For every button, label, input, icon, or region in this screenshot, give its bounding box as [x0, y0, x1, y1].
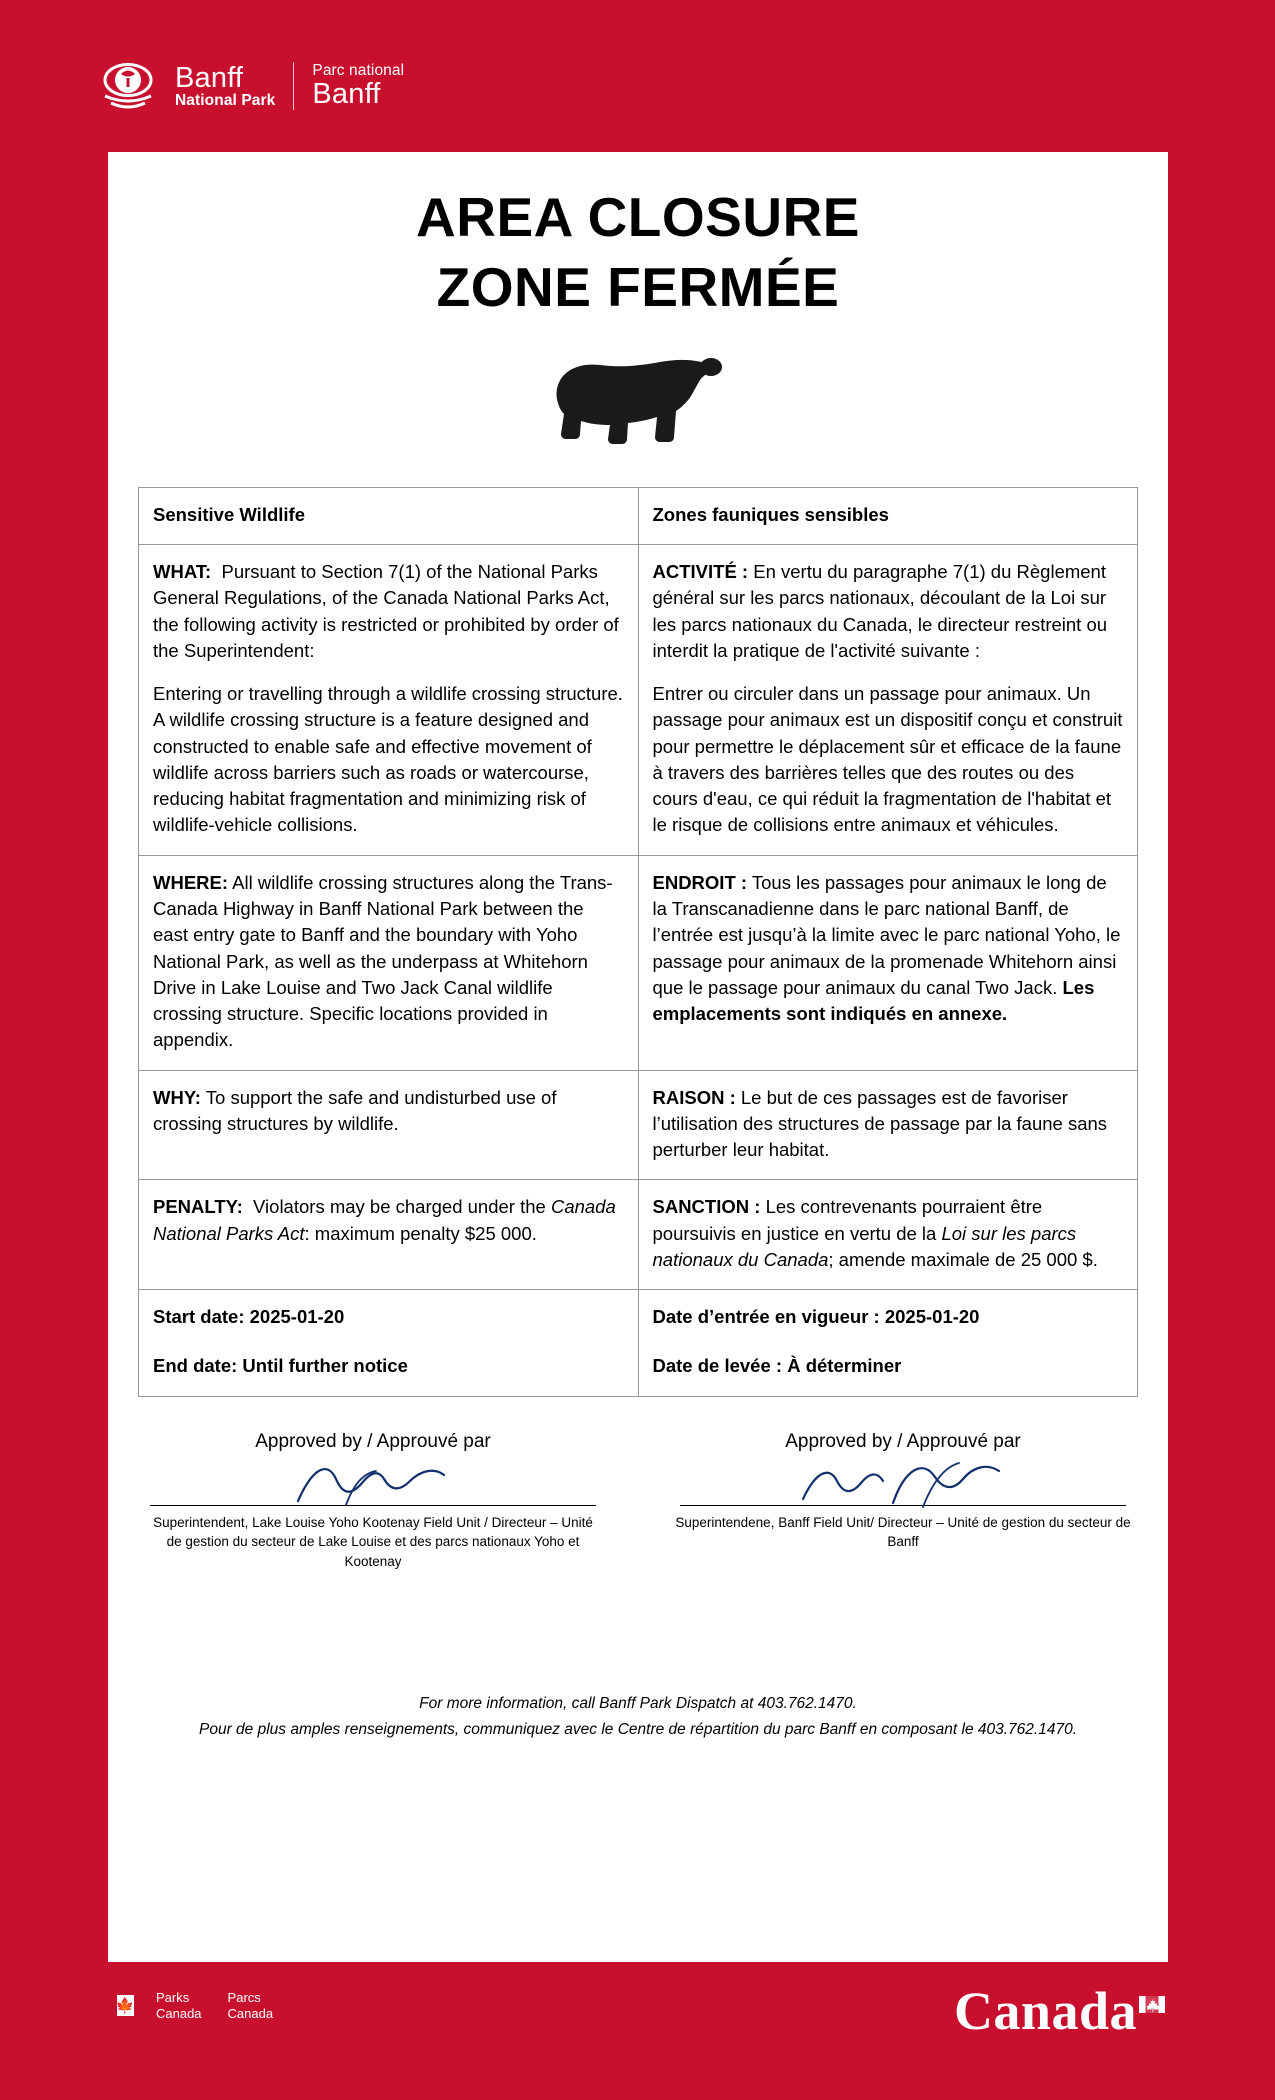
what-fr-cell — [638, 545, 1138, 856]
penalty-en-cell — [139, 1180, 639, 1290]
penalty-fr-p1 — [653, 1194, 1124, 1273]
notice-sheet — [108, 152, 1168, 1962]
table-row-dates — [139, 1290, 1138, 1397]
approved-by-label-left: Approved by / Approuvé par — [255, 1430, 491, 1452]
footer-parks-en-line1: Parks — [156, 1989, 190, 2005]
closure-table — [138, 487, 1138, 1397]
canada-wordmark-flag-icon — [1137, 2028, 1167, 2029]
what-fr-p2: Entrer ou circuler dans un passage pour animaux. Un passage pour animaux est un dispositif conçu et construit pour permettre le déplacement sûr et efficace de la faune à travers des barrières telles que des routes ou des cours d'eau, ce qui réduit la fragmentation de l'habitat et le risque de collisions entre animaux et véhicules. — [652, 683, 1123, 836]
canada-wordmark-text: Canada — [953, 1981, 1137, 2041]
footer-parks-labels — [156, 1990, 273, 2023]
heading-fr-cell: Zones fauniques sensibles — [638, 487, 1138, 544]
signature-right — [668, 1431, 1138, 1572]
table-row-penalty — [139, 1180, 1138, 1290]
why-fr-label: RAISON : — [652, 1086, 736, 1108]
table-row-why — [139, 1070, 1138, 1180]
wordmark-divider — [293, 62, 294, 110]
why-en-cell — [139, 1070, 639, 1180]
penalty-fr-label: SANCTION : — [652, 1196, 761, 1218]
what-en-p2: Entering or travelling through a wildlife crossing structure. A wildlife crossing structure is a feature designed and constructed to enable safe and effective movement of wildlife across barriers such as roads or watercourse, reducing habitat fragmentation and minimizing risk of wildlife-vehicle collisions. — [153, 683, 623, 836]
penalty-en-text-b: : maximum penalty $25 000. — [304, 1222, 537, 1244]
what-fr-p1 — [653, 559, 1124, 664]
wordmark-english — [175, 63, 275, 110]
signature-caption-right: Superintendene, Banff Field Unit/ Directeur – Unité de gestion du secteur de Banff — [675, 1514, 1131, 1550]
wordmark-en-line1: Banff — [175, 61, 244, 94]
where-fr-cell — [638, 855, 1138, 1070]
footer-parks-canada-signature — [108, 1990, 273, 2023]
what-fr-label: ACTIVITÉ : — [652, 561, 749, 583]
wordmark-en-line2: National Park — [175, 92, 276, 110]
penalty-en-p1 — [153, 1194, 624, 1247]
footer-parks-fr — [228, 1990, 274, 2023]
what-en-text1: Pursuant to Section 7(1) of the National Parks General Regulations, of the Canada National Parks Act, the following activity is restricted or prohibited by order of the Superintendent: — [153, 561, 619, 661]
signature-caption-left: Superintendent, Lake Louise Yoho Kootenay Field Unit / Directeur – Unité de gestion du secteur de Lake Louise et des parcs nationaux Yoho et Kootenay — [153, 1514, 593, 1569]
where-fr-text1: Tous les passages pour animaux le long de la Transcanadienne dans le parc national Banff, de l’entrée est jusqu’à la limite avec le parc national Yoho, le passage pour animaux de la promenade Whitehorn ainsi que le passage pour animaux du canal Two Jack. — [652, 871, 1121, 998]
footer-parks-fr-line1: Parcs — [227, 1989, 261, 2005]
where-fr-text1-bold: Les emplacements sont indiqués en annexe. — [652, 976, 1095, 1025]
why-fr-cell — [638, 1070, 1138, 1180]
footer-parks-fr-line2: Canada — [227, 2005, 274, 2021]
signature-line-right — [680, 1455, 1126, 1506]
wordmark-french — [312, 63, 404, 110]
signature-block — [138, 1431, 1138, 1572]
why-en-label: WHY: — [153, 1086, 201, 1108]
where-en-label: WHERE: — [153, 871, 229, 893]
penalty-fr-cell — [638, 1180, 1138, 1290]
page-title-en: AREA CLOSURE — [416, 186, 860, 248]
end-date-en: End date: Until further notice — [153, 1355, 408, 1377]
footer-parks-en-line2: Canada — [156, 2005, 202, 2021]
bear-illustration — [108, 349, 1168, 459]
wordmark-fr-line1: Parc national — [312, 61, 405, 79]
signature-mark-left — [258, 1453, 488, 1515]
footnote-en: For more information, call Banff Park Dispatch at 403.762.1470. — [419, 1695, 857, 1713]
where-fr-p1 — [653, 870, 1124, 1028]
page-title-fr: ZONE FERMÉE — [436, 256, 840, 319]
header — [95, 58, 404, 114]
what-en-label: WHAT: — [153, 561, 212, 583]
approved-by-label-right: Approved by / Approuvé par — [785, 1430, 1021, 1452]
canada-flag-icon: 🍁 — [108, 1995, 142, 2016]
start-date-fr: Date d’entrée en vigueur : 2025-01-20 — [652, 1306, 980, 1328]
why-en-p1 — [153, 1085, 624, 1138]
why-en-text1: To support the safe and undisturbed use of crossing structures by wildlife. — [153, 1086, 557, 1134]
end-date-fr: Date de levée : À déterminer — [652, 1355, 902, 1377]
where-en-p1 — [153, 870, 624, 1054]
title-block — [108, 152, 1168, 323]
where-fr-label: ENDROIT : — [652, 871, 748, 893]
penalty-en-text-a: Violators may be charged under the — [253, 1196, 551, 1218]
footnote-fr: Pour de plus amples renseignements, communiquez avec le Centre de répartition du parc Banff en composant le 403.762.1470. — [199, 1720, 1077, 1738]
penalty-fr-text-a: Les contrevenants pourraient être poursuivis en justice en vertu de la — [652, 1196, 1043, 1244]
dates-fr-cell — [638, 1290, 1138, 1397]
what-en-p1 — [153, 559, 624, 664]
parks-canada-beaver-logo-icon — [95, 58, 161, 114]
dates-en-cell — [139, 1290, 639, 1397]
footnote-block — [138, 1691, 1138, 1742]
start-date-en: Start date: 2025-01-20 — [153, 1306, 345, 1328]
wordmark-fr-line2: Banff — [312, 77, 381, 110]
where-en-text1: All wildlife crossing structures along the Trans-Canada Highway in Banff National Park between the east entry gate to Banff and the boundary with Yoho National Park, as well as the underpass at Whitehorn Drive in Lake Louise and Two Jack Canal wildlife crossing structure. Specific locations provided in appendix. — [153, 871, 613, 1051]
penalty-fr-text-b: ; amende maximale de 25 000 $. — [828, 1248, 1098, 1270]
penalty-en-label: PENALTY: — [153, 1196, 243, 1218]
table-row-what — [139, 545, 1138, 856]
table-row-heading — [139, 487, 1138, 544]
why-fr-p1 — [653, 1085, 1124, 1164]
what-en-cell — [139, 545, 639, 856]
signature-left — [138, 1431, 608, 1572]
footer-parks-en — [156, 1990, 202, 2023]
signature-mark-right — [773, 1453, 1033, 1515]
where-en-cell — [139, 855, 639, 1070]
penalty-fr-act-title: Loi sur les parcs nationaux du Canada — [652, 1222, 1077, 1270]
grizzly-bear-silhouette-icon — [528, 349, 748, 454]
table-row-where — [139, 855, 1138, 1070]
why-fr-text1: Le but de ces passages est de favoriser l’utilisation des structures de passage par la faune sans perturber leur habitat. — [652, 1086, 1108, 1161]
signature-line-left — [150, 1455, 596, 1506]
what-fr-text1: En vertu du paragraphe 7(1) du Règlement général sur les parcs nationaux, découlant de la Loi sur les parcs nationaux du Canada, le directeur restreint ou interdit la pratique de l'activité suivante : — [652, 561, 1108, 661]
canada-wordmark — [953, 1981, 1167, 2041]
penalty-en-act-title: Canada National Parks Act — [153, 1196, 616, 1244]
heading-en-cell: Sensitive Wildlife — [139, 487, 639, 544]
